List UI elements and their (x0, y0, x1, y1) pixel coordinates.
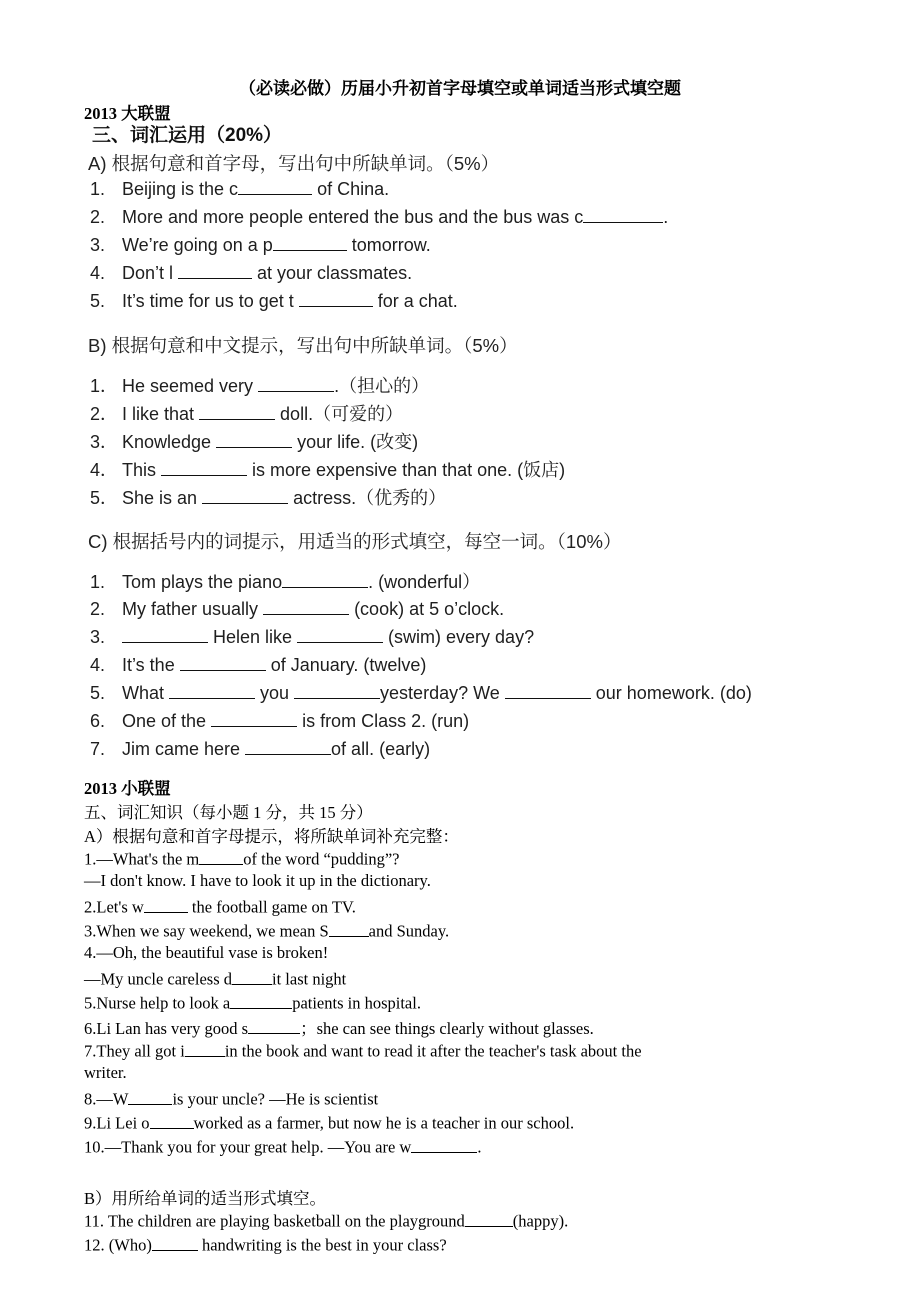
question-text: of January. (twelve) (265, 655, 427, 675)
question-text: our homework. (do) (590, 683, 752, 703)
part-b-question (90, 484, 446, 510)
answer-blank[interactable] (199, 401, 275, 420)
question-text: 8.—W (84, 1089, 129, 1109)
question-text: tomorrow. (346, 235, 431, 255)
answer-blank[interactable] (180, 652, 266, 671)
answer-blank[interactable] (230, 991, 292, 1009)
section2-question-line (84, 1111, 574, 1134)
question-text: He seemed very (122, 376, 259, 396)
part-b-question (90, 400, 403, 426)
answer-blank[interactable] (583, 204, 663, 223)
answer-blank[interactable] (185, 1039, 225, 1057)
question-text: 7.They all got i (84, 1041, 185, 1061)
question-text: worked as a farmer, but now he is a teacher in our school. (193, 1113, 575, 1133)
question-text: 3.When we say weekend, we mean S (84, 921, 329, 941)
part-c-question (90, 624, 534, 648)
question-number: 4. (90, 263, 106, 283)
answer-blank[interactable] (238, 176, 312, 195)
question-text: 2.Let's w (84, 897, 144, 917)
question-text: at your classmates. (252, 263, 413, 283)
question-number: 4． (90, 460, 119, 480)
part-a-question (90, 176, 389, 200)
answer-blank[interactable] (150, 1111, 194, 1129)
answer-blank[interactable] (282, 569, 368, 588)
question-number: 5. (90, 291, 106, 311)
question-text: and Sunday. (368, 921, 450, 941)
question-number: 2. (90, 207, 106, 227)
question-text: . (663, 207, 669, 227)
question-text: (cook) at 5 o’clock. (349, 599, 505, 619)
question-number: 6. (90, 711, 106, 731)
answer-blank[interactable] (465, 1209, 513, 1227)
question-number: 4. (90, 655, 106, 675)
answer-blank[interactable] (199, 847, 243, 865)
answer-blank[interactable] (258, 373, 334, 392)
answer-blank[interactable] (216, 429, 292, 448)
part-b-question (90, 428, 418, 454)
answer-blank[interactable] (169, 680, 255, 699)
answer-blank[interactable] (211, 708, 297, 727)
part2-a-header: A）根据句意和首字母提示，将所缺单词补充完整： (84, 827, 459, 846)
question-text: you (255, 683, 295, 703)
question-text: 10.—Thank you for your great help. —You are w (84, 1137, 412, 1157)
question-text: writer. (84, 1063, 127, 1082)
part-c-question (90, 652, 426, 676)
section2-question-line (84, 919, 449, 942)
part-b-question (90, 372, 429, 398)
section2-question-line (84, 1087, 378, 1110)
answer-blank[interactable] (161, 457, 247, 476)
question-text: . (wonderful） (368, 572, 481, 592)
answer-blank[interactable] (178, 260, 252, 279)
part-c-question (90, 708, 469, 732)
section2-question-line (84, 1063, 127, 1083)
section2-question-line (84, 871, 431, 891)
question-text: of China. (312, 179, 390, 199)
question-number: 3. (90, 235, 106, 255)
part-c-question (90, 596, 504, 620)
question-text: More and more people entered the bus and the bus was c (122, 207, 584, 227)
question-number: 7. (90, 739, 106, 759)
question-text: is more expensive than that one. (饭店) (247, 460, 566, 480)
question-text: —I don't know. I have to look it up in the dictionary. (84, 871, 431, 890)
question-number: 2. (90, 599, 106, 619)
answer-blank[interactable] (152, 1233, 198, 1251)
question-text: 11. The children are playing basketball on the playground (84, 1211, 465, 1231)
question-text: of all. (early) (331, 739, 431, 759)
page-title: （必读必做）历届小升初首字母填空或单词适当形式填空题 (239, 79, 681, 98)
question-text: yesterday? We (380, 683, 505, 703)
question-text: 12. (Who) (84, 1235, 152, 1255)
question-text: 1.—What's the m (84, 849, 200, 869)
section2-question-line (84, 895, 356, 918)
question-text: the football game on TV. (187, 897, 356, 917)
answer-blank[interactable] (144, 895, 188, 913)
question-text: 5.Nurse help to look a (84, 993, 231, 1013)
answer-blank[interactable] (505, 680, 591, 699)
part-a-question (90, 260, 412, 284)
question-number: 1. (90, 179, 106, 199)
question-number: 1． (90, 376, 119, 396)
section2-question-line (84, 847, 400, 870)
part-a-question (90, 204, 668, 228)
question-text: Jim came here (122, 739, 246, 759)
question-text: is from Class 2. (run) (297, 711, 470, 731)
question-text: actress.（优秀的） (288, 488, 447, 508)
section2-question-line (84, 991, 421, 1014)
question-text: 4.—Oh, the beautiful vase is broken! (84, 943, 329, 962)
question-text: We’re going on a p (122, 235, 273, 255)
question-text: of the word “pudding”? (243, 849, 400, 869)
section2-b-question (84, 1233, 447, 1256)
part-c-header: C) 根据括号内的词提示，用适当的形式填空，每空一词。（10%） (88, 531, 622, 552)
answer-blank[interactable] (329, 919, 369, 937)
question-text: Don’t l (122, 263, 179, 283)
answer-blank[interactable] (294, 680, 380, 699)
question-number: 3． (90, 432, 119, 452)
section2-question-line (84, 967, 346, 990)
answer-blank[interactable] (232, 967, 272, 985)
part3-header: 三、词汇运用（20%） (92, 125, 283, 146)
question-text: (swim) every day? (383, 627, 535, 647)
question-text: patients in hospital. (292, 993, 421, 1013)
part5-header: 五、词汇知识（每小题 1 分，共 15 分） (84, 803, 373, 822)
question-number: 2． (90, 404, 119, 424)
part-b-question (90, 456, 565, 482)
question-text: (happy). (512, 1211, 569, 1231)
question-number: 5. (90, 683, 106, 703)
answer-blank[interactable] (128, 1087, 172, 1105)
section2-question-line (84, 1135, 481, 1158)
answer-blank[interactable] (122, 624, 208, 643)
question-text: My father usually (122, 599, 264, 619)
question-text: handwriting is the best in your class? (197, 1235, 447, 1255)
answer-blank[interactable] (297, 624, 383, 643)
question-text: —My uncle careless d (84, 969, 232, 989)
question-number: 5． (90, 488, 119, 508)
question-text: it last night (272, 969, 347, 989)
part2-b-header: B）用所给单词的适当形式填空。 (84, 1189, 327, 1208)
question-text: . (477, 1137, 482, 1157)
part-c-question (90, 736, 430, 760)
question-text: 6.Li Lan has very good s (84, 1019, 249, 1038)
answer-blank[interactable] (273, 232, 347, 251)
question-text: Helen like (208, 627, 298, 647)
question-text: for a chat. (372, 291, 458, 311)
section2-question-line (84, 1039, 642, 1062)
part-c-question (90, 568, 480, 594)
question-text: doll.（可爱的） (275, 404, 404, 424)
answer-blank[interactable] (248, 1017, 300, 1035)
question-number: 1. (90, 572, 106, 592)
question-text: It’s the (122, 655, 180, 675)
question-number: 3. (90, 627, 106, 647)
section2-label: 2013 小联盟 (84, 779, 171, 798)
question-text: One of the (122, 711, 212, 731)
question-text: 9.Li Lei o (84, 1113, 150, 1133)
question-text: I like that (122, 404, 200, 424)
question-text: What (122, 683, 170, 703)
scanned-exam-block (84, 118, 804, 768)
section2-question-line (84, 943, 328, 963)
question-text: Tom plays the piano (122, 572, 283, 592)
part-b-header: B) 根据句意和中文提示，写出句中所缺单词。（5%） (88, 335, 518, 356)
answer-blank[interactable] (299, 288, 373, 307)
answer-blank[interactable] (245, 736, 331, 755)
section2-question-line (84, 1015, 594, 1039)
question-text: your life. (改变) (292, 432, 419, 452)
section2-b-question (84, 1209, 568, 1232)
question-text: It’s time for us to get t (122, 291, 299, 311)
question-text: ；she can see things clearly without glasses. (300, 1019, 594, 1038)
answer-blank[interactable] (202, 485, 288, 504)
part-a-question (90, 232, 431, 256)
question-text: in the book and want to read it after the teacher's task about the (224, 1041, 642, 1061)
answer-blank[interactable] (411, 1135, 477, 1153)
question-text: She is an (122, 488, 203, 508)
section1-label: 2013 大联盟 (84, 104, 171, 123)
part-a-question (90, 288, 458, 312)
part-c-question (90, 680, 752, 704)
question-text: Knowledge (122, 432, 217, 452)
question-text: is your uncle? —He is scientist (172, 1089, 379, 1109)
answer-blank[interactable] (263, 596, 349, 615)
part-a-header: A) 根据句意和首字母，写出句中所缺单词。（5%） (88, 153, 500, 174)
question-text: This (122, 460, 162, 480)
question-text: Beijing is the c (122, 179, 239, 199)
question-text: .（担心的） (334, 376, 430, 396)
